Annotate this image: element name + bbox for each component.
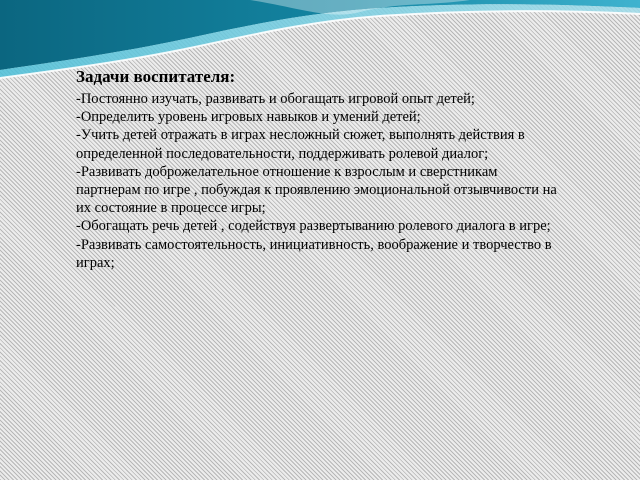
text-line: -Определить уровень игровых навыков и умений детей; (76, 109, 421, 126)
text-line: -Развивать самостоятельность, инициативность, воображение и творчество в (76, 236, 552, 253)
text-line: -Постоянно изучать, развивать и обогащать игровой опыт детей; (76, 91, 475, 107)
text-line: партнерам по игре , побуждая к проявлению эмоциональной отзывчивости на (76, 182, 557, 199)
text-line: -Учить детей отражать в играх несложный сюжет, выполнять действия в (76, 127, 525, 144)
slide-title: Задачи воспитателя: (76, 67, 236, 86)
text-line: играх; (76, 254, 115, 271)
text-line: -Обогащать речь детей , содействуя развертыванию ролевого диалога в игре; (76, 218, 551, 235)
text-line: -Развивать доброжелательное отношение к взрослым и сверстникам (76, 163, 498, 180)
task-list-block (76, 66, 606, 272)
text-line: их состояние в процессе игры; (76, 200, 266, 217)
task-lines (76, 90, 606, 272)
text-line: определенной последовательности, поддерживать ролевой диалог; (76, 145, 489, 162)
